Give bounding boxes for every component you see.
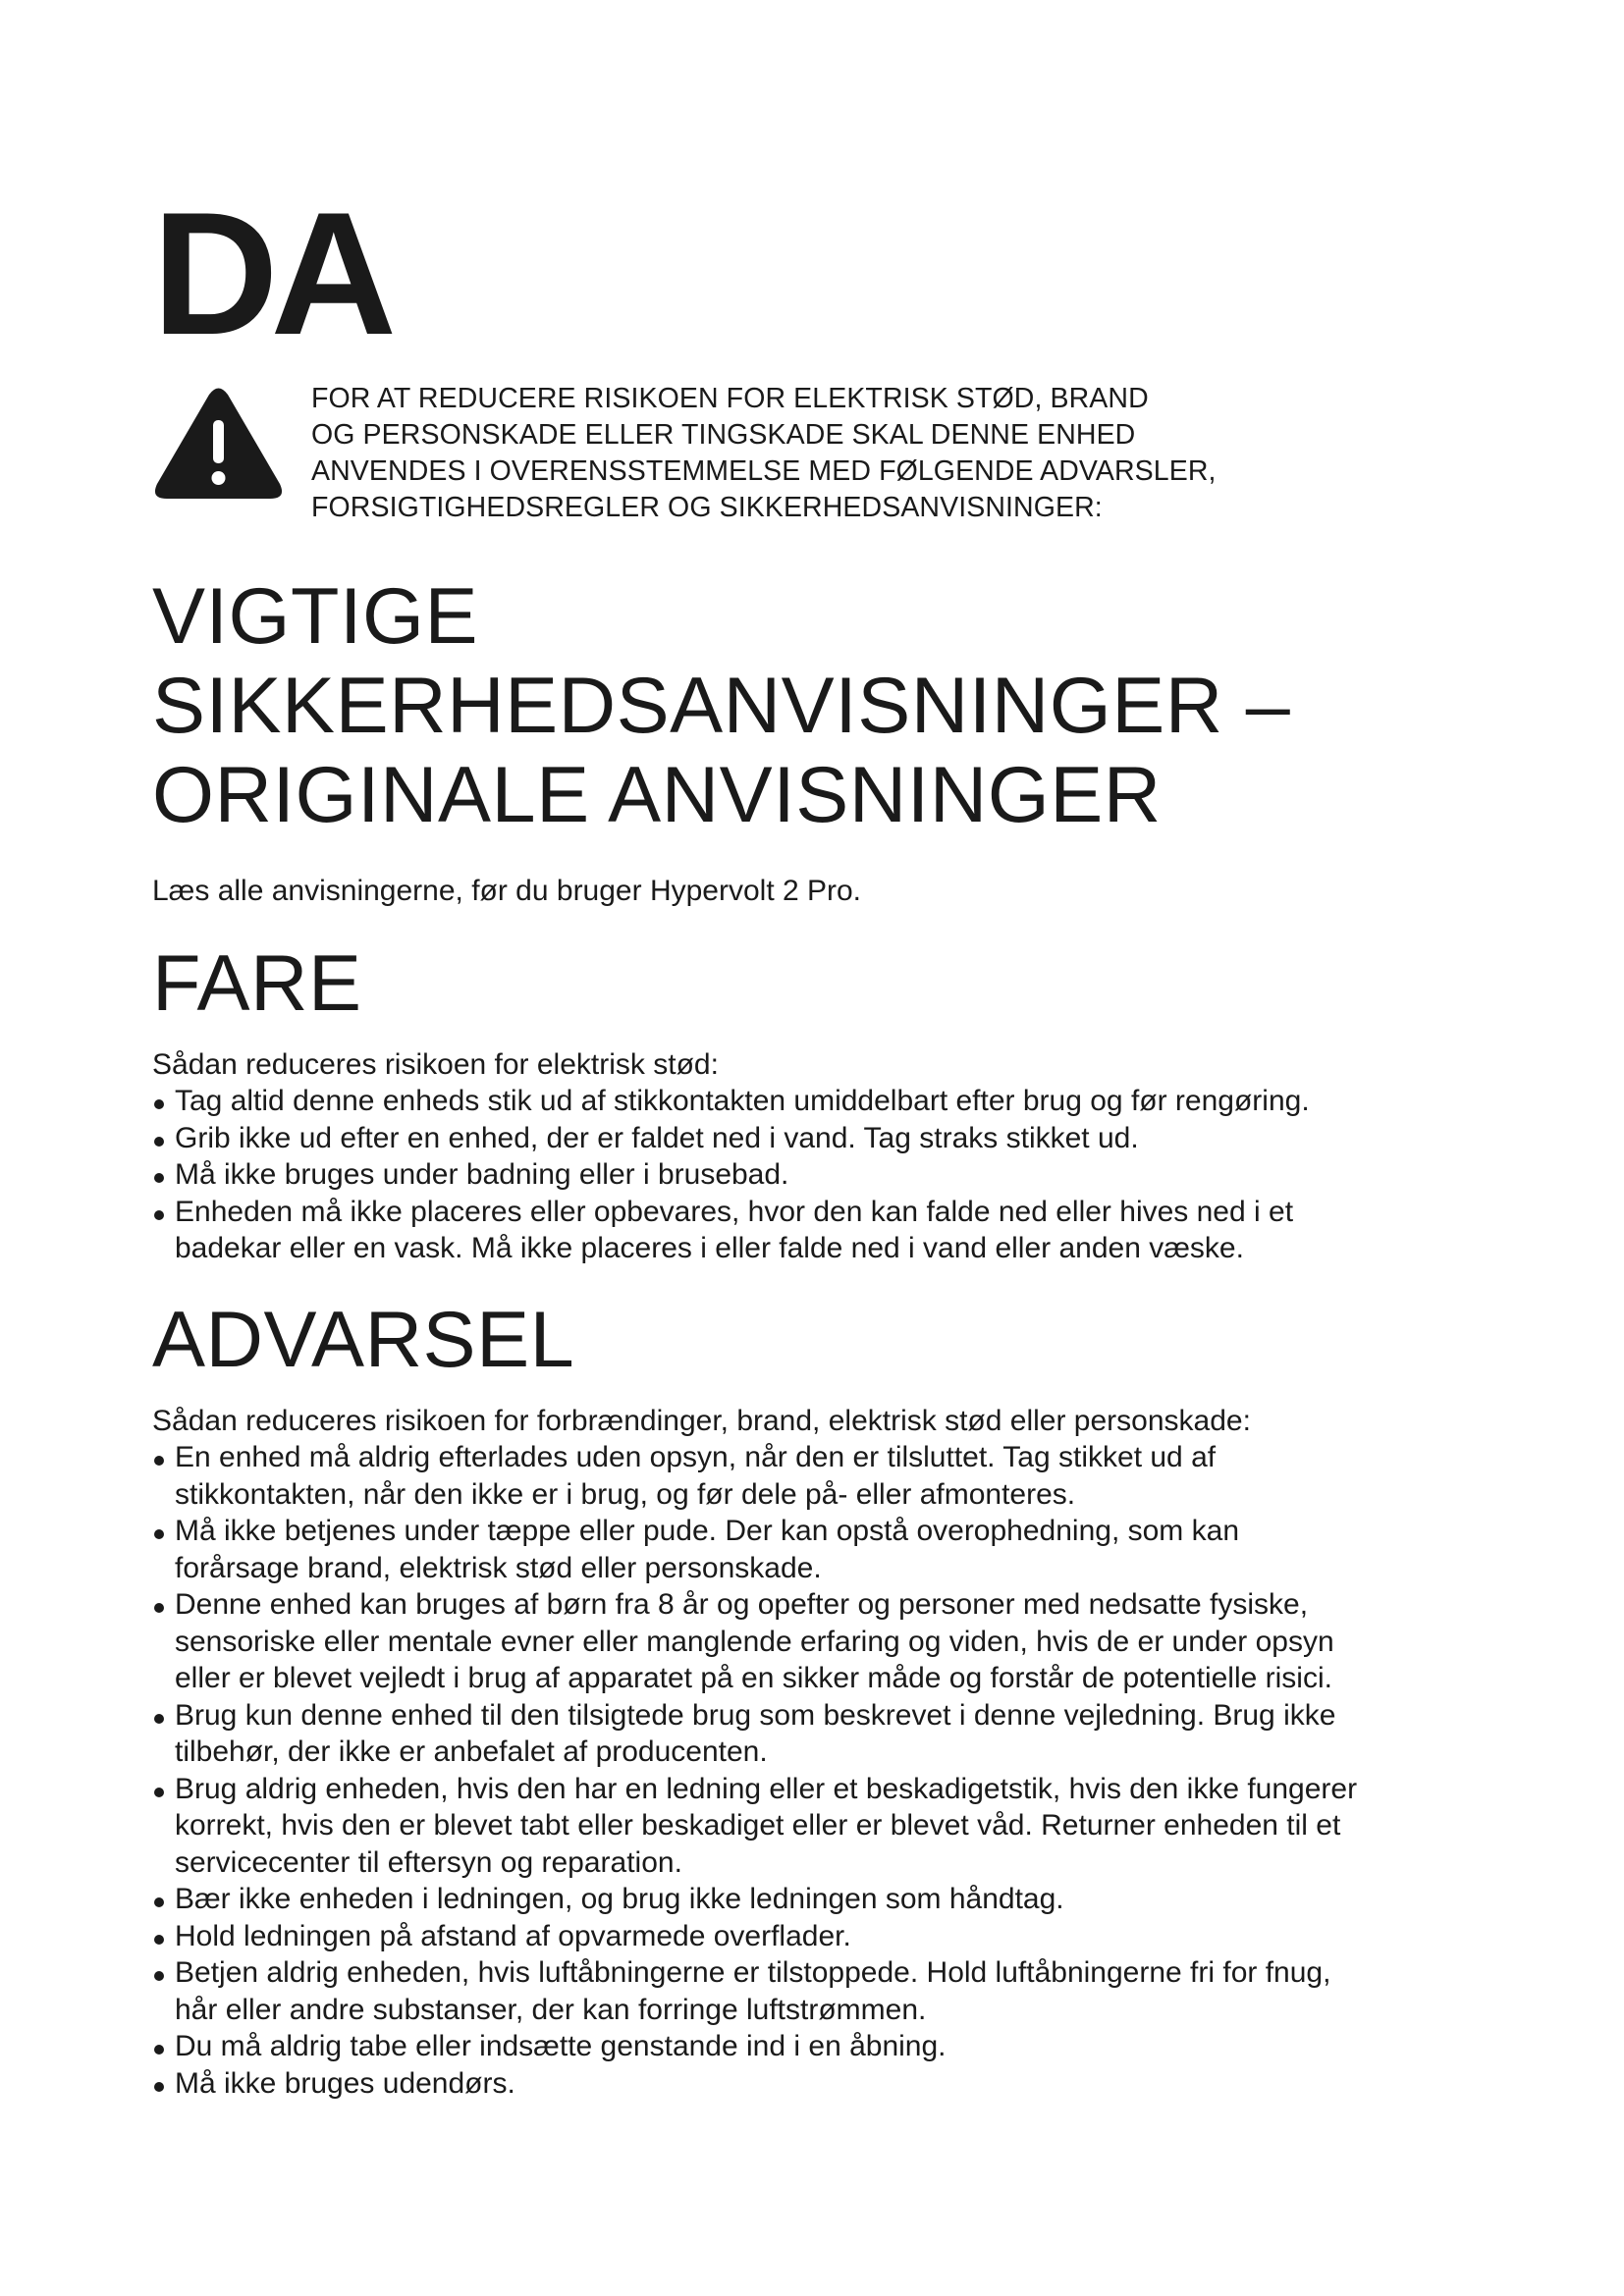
list-item-line: Enheden må ikke placeres eller opbevares, hvor den kan falde ned eller hives ned i et [175,1195,1294,1228]
list-item-line: sensoriske eller mentale evner eller manglende erfaring og viden, hvis de er under opsyn [175,1625,1334,1658]
advarsel-heading: ADVARSEL [152,1296,575,1384]
list-item [152,1586,1497,1697]
list-item-line: Betjen aldrig enheden, hvis luftåbningerne er tilstoppede. Hold luftåbningerne fri for fnug, [175,1956,1331,1989]
list-item-line: Denne enhed kan bruges af børn fra 8 år og opefter og personer med nedsatte fysiske, [175,1588,1309,1621]
warning-text [311,381,1440,526]
fare-lead: Sådan reduceres risikoen for elektrisk stød: [152,1048,719,1081]
list-item-line: forårsage brand, elektrisk stød eller personskade. [175,1551,822,1584]
list-item-line: Hold ledningen på afstand af opvarmede overflader. [175,1919,851,1952]
fare-list [152,1083,1497,1267]
list-item-line: Du må aldrig tabe eller indsætte genstande ind i en åbning. [175,2030,947,2062]
warning-block [152,383,1429,530]
list-item-line: eller er blevet vejledt i brug af apparatet på en sikker måde og forstår de potentielle risici. [175,1662,1332,1694]
list-item-line: Tag altid denne enheds stik ud af stikkontakten umiddelbart efter brug og før rengøring. [175,1085,1310,1117]
warning-line: FORSIGTIGHEDSREGLER OG SIKKERHEDSANVISNINGER: [311,492,1103,523]
list-item [152,1439,1497,1513]
list-item [152,1771,1497,1882]
list-item-line: Må ikke betjenes under tæppe eller pude. Der kan opstå overophedning, som kan [175,1515,1239,1547]
warning-line: FOR AT REDUCERE RISIKOEN FOR ELEKTRISK STØD, BRAND [311,383,1149,414]
advarsel-lead: Sådan reduceres risikoen for forbrændinger, brand, elektrisk stød eller personskade: [152,1405,1251,1437]
warning-line: OG PERSONSKADE ELLER TINGSKADE SKAL DENNE ENHED [311,419,1136,451]
list-item [152,1120,1497,1157]
list-item [152,1881,1497,1918]
list-item-line: servicecenter til eftersyn og reparation. [175,1845,682,1879]
title-line: ORIGINALE ANVISNINGER [152,751,1162,839]
advarsel-list [152,1439,1497,2102]
list-item-line: Bær ikke enheden i ledningen, og brug ikke ledningen som håndtag. [175,1883,1064,1915]
list-item-line: korrekt, hvis den er blevet tabt eller beskadiget eller er blevet våd. Returner enheden til et [175,1809,1341,1842]
title-line: VIGTIGE [152,572,479,661]
list-item [152,1918,1497,1955]
list-item-line: Grib ikke ud efter en enhed, der er faldet ned i vand. Tag straks stikket ud. [175,1121,1139,1154]
warning-line: ANVENDES I OVERENSSTEMMELSE MED FØLGENDE ADVARSLER, [311,455,1217,487]
list-item-line: Må ikke bruges under badning eller i brusebad. [175,1158,789,1191]
list-item-line: En enhed må aldrig efterlades uden opsyn, når den er tilsluttet. Tag stikket ud af [175,1441,1217,1473]
list-item [152,1156,1497,1194]
language-code: DA [152,176,390,371]
list-item-line: Brug aldrig enheden, hvis den har en ledning eller et beskadigetstik, hvis den ikke fungerer [175,1772,1358,1805]
intro-text: Læs alle anvisningerne, før du bruger Hypervolt 2 Pro. [152,875,862,907]
list-item [152,1697,1497,1771]
list-item-line: hår eller andre substanser, der kan forringe luftstrømmen. [175,1993,927,2026]
list-item-line: stikkontakten, når den ikke er i brug, og før dele på- eller afmonteres. [175,1477,1076,1511]
page-title [152,572,1290,840]
warning-triangle-icon [152,385,285,503]
list-item-line: Må ikke bruges udendørs. [175,2066,515,2100]
list-item [152,2028,1497,2065]
list-item [152,2065,1497,2103]
list-item [152,1513,1497,1586]
list-item-line: tilbehør, der ikke er anbefalet af producenten. [175,1735,768,1768]
list-item [152,1083,1497,1120]
title-line: SIKKERHEDSANVISNINGER – [152,662,1291,750]
list-item [152,1954,1497,2028]
list-item-line: Brug kun denne enhed til den tilsigtede brug som beskrevet i denne vejledning. Brug ikke [175,1698,1336,1732]
list-item [152,1194,1497,1267]
fare-heading: FARE [152,939,362,1028]
list-item-line: badekar eller en vask. Må ikke placeres i eller falde ned i vand eller anden væske. [175,1232,1244,1264]
